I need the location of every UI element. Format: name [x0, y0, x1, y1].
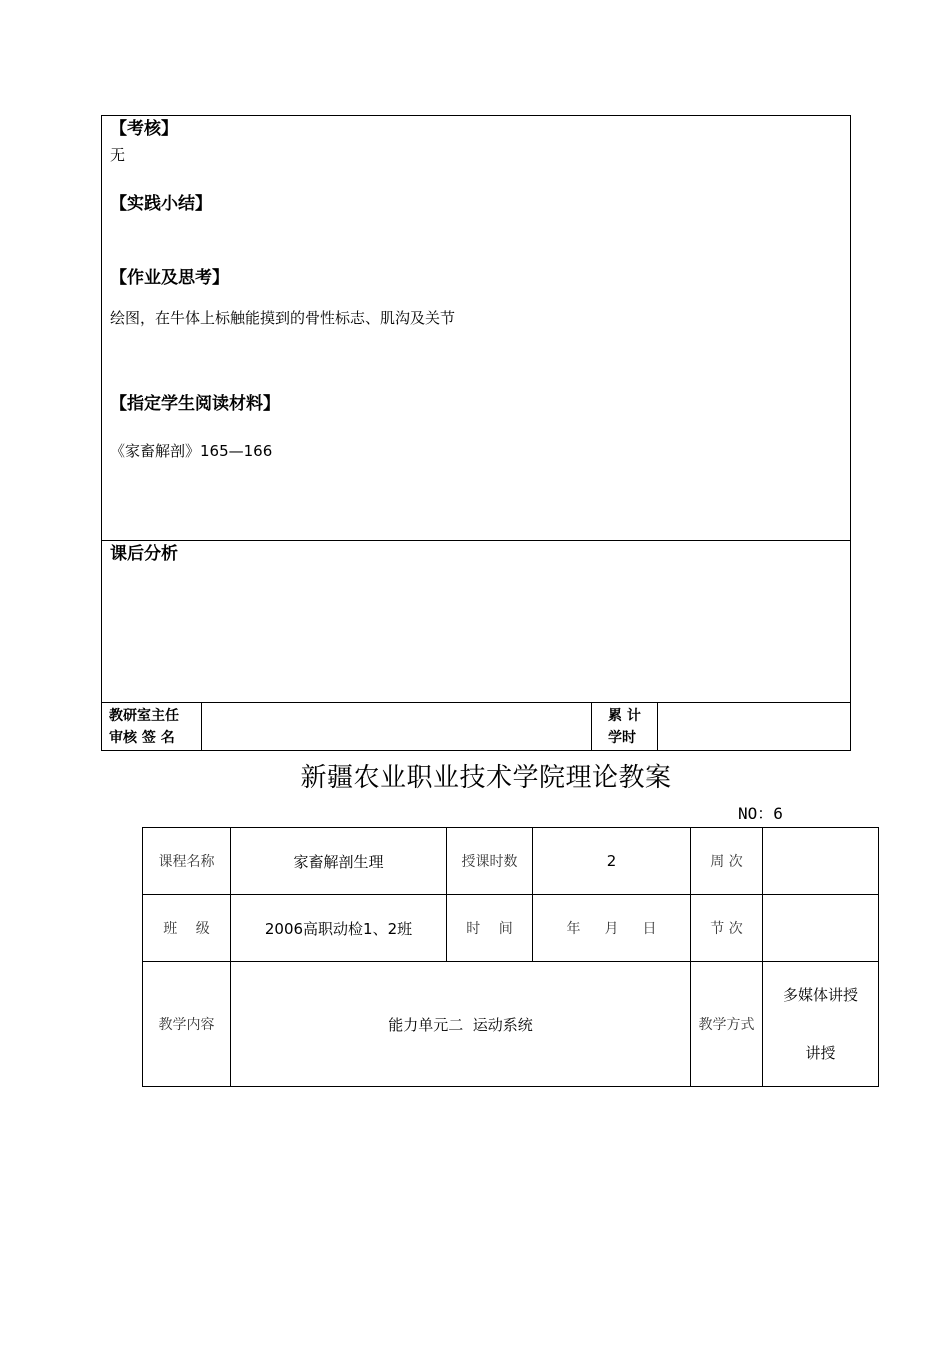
divider	[591, 702, 592, 750]
homework-heading: 【作业及思考】	[110, 268, 229, 288]
assessment-content: 无	[110, 146, 126, 164]
teaching-hours-label: 授课时数	[447, 828, 533, 895]
section-label: 节 次	[691, 895, 763, 962]
divider	[102, 540, 850, 541]
date-year: 年	[566, 921, 581, 937]
teaching-content-label: 教学内容	[143, 962, 231, 1087]
course-info-table	[142, 827, 879, 1087]
post-class-analysis-heading: 课后分析	[110, 544, 178, 564]
section-value	[763, 895, 879, 962]
course-name-value: 家畜解剖生理	[231, 828, 447, 895]
time-label: 时 间	[447, 895, 533, 962]
homework-content: 绘图，在牛体上标触能摸到的骨性标志、肌沟及关节	[110, 309, 456, 327]
date-day: 日	[642, 921, 657, 937]
date-month: 月	[604, 921, 619, 937]
table-row	[143, 828, 879, 895]
teaching-hours-value: 2	[533, 828, 691, 895]
lesson-plan-upper-block	[101, 115, 851, 751]
teaching-method-line1: 多媒体讲授	[782, 986, 858, 1004]
date-value	[533, 895, 691, 962]
course-name-label: 课程名称	[143, 828, 231, 895]
document-number: NO：6	[738, 804, 783, 823]
divider	[657, 702, 658, 750]
week-label: 周 次	[691, 828, 763, 895]
class-value: 2006高职动检1、2班	[231, 895, 447, 962]
table-row	[143, 962, 879, 1087]
cumulative-hours-label-line1: 累 计	[608, 708, 641, 724]
teaching-method-value	[763, 962, 879, 1087]
reading-content: 《家畜解剖》165—166	[110, 442, 273, 460]
director-signature-label-line1: 教研室主任	[109, 708, 179, 724]
director-signature-label-line2: 审核 签 名	[109, 730, 175, 746]
cumulative-hours-label-line2: 学时	[608, 730, 636, 746]
class-label: 班 级	[143, 895, 231, 962]
table-row	[143, 895, 879, 962]
teaching-content-value: 能力单元二 运动系统	[231, 962, 691, 1087]
divider	[102, 702, 850, 703]
reading-heading: 【指定学生阅读材料】	[110, 394, 280, 414]
divider	[201, 702, 202, 750]
teaching-method-line2: 讲授	[805, 1044, 836, 1062]
week-value	[763, 828, 879, 895]
practice-summary-heading: 【实践小结】	[110, 194, 212, 214]
teaching-method-label: 教学方式	[691, 962, 763, 1087]
page-title: 新疆农业职业技术学院理论教案	[300, 763, 672, 793]
assessment-heading: 【考核】	[110, 119, 178, 139]
